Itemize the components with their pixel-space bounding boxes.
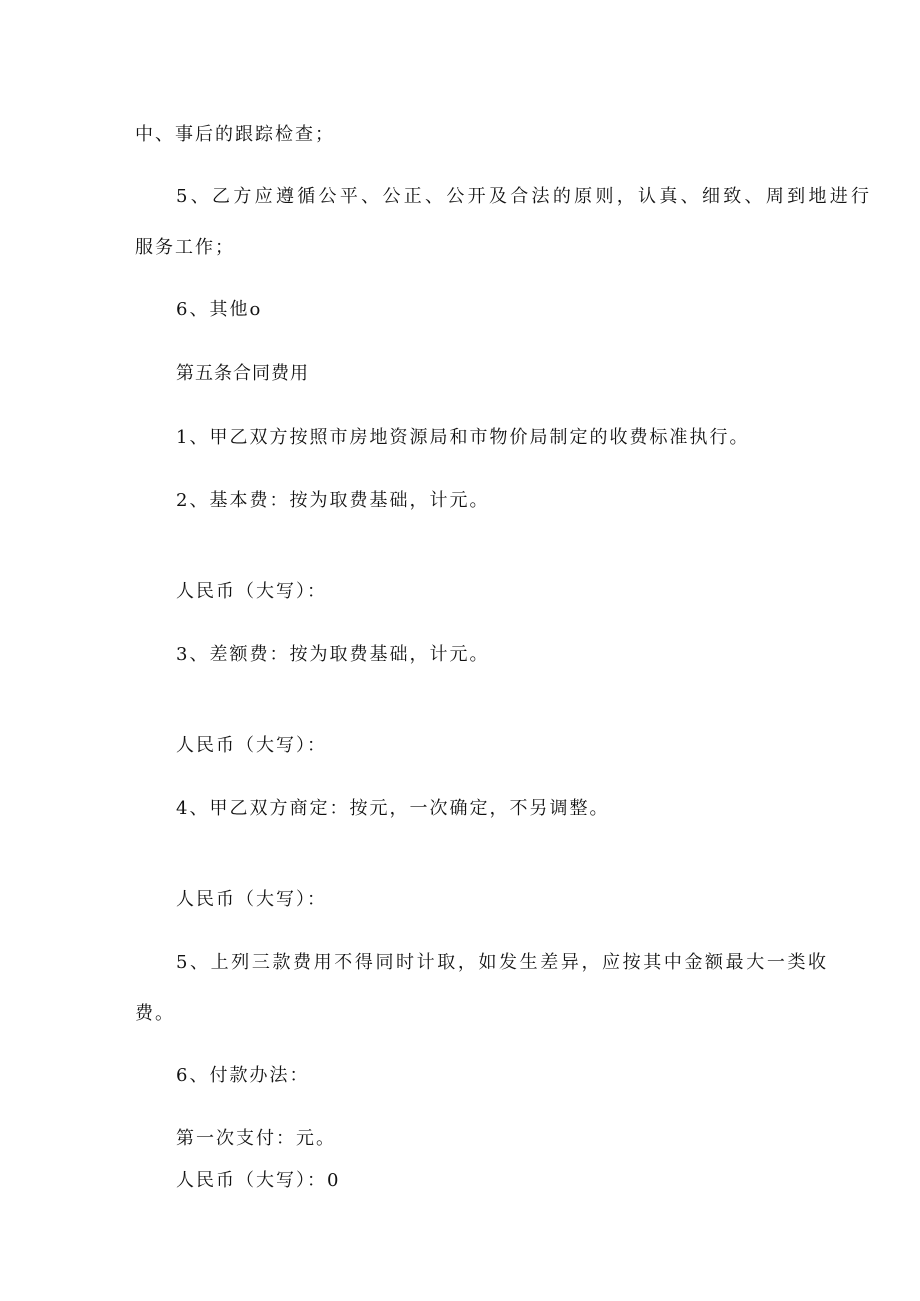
- text-line-fee-item-4: 4、甲乙双方商定：按元，一次确定，不另调整。: [176, 798, 610, 819]
- text-line-fee-item-2: 2、基本费：按为取费基础，计元。: [176, 490, 490, 511]
- text-line-first-payment: 第一次支付：元。: [176, 1128, 336, 1149]
- text-line-fee-item-5-cont: 费。: [135, 1003, 175, 1024]
- text-line-rmb-capital-2: 人民币（大写）：: [176, 735, 327, 756]
- text-line-fee-item-3: 3、差额费：按为取费基础，计元。: [176, 644, 490, 665]
- text-line-payment-method: 6、付款办法：: [176, 1065, 310, 1086]
- section-heading-article-5: 第五条合同费用: [176, 363, 309, 384]
- text-line-rmb-capital-4: 人民币（大写）：0: [176, 1170, 341, 1191]
- text-line-item-5-principles: 5、乙方应遵循公平、公正、公开及合法的原则，认真、细致、周到地进行: [176, 186, 873, 207]
- text-line-continuation-tracking: 中、事后的跟踪检查；: [135, 124, 335, 145]
- text-line-item-6-other: 6、其他o: [176, 299, 263, 320]
- text-line-fee-item-1: 1、甲乙双方按照市房地资源局和市物价局制定的收费标准执行。: [176, 427, 750, 448]
- text-line-service-work: 服务工作；: [135, 237, 235, 258]
- text-line-fee-item-5: 5、上列三款费用不得同时计取，如发生差异，应按其中金额最大一类收: [176, 952, 829, 973]
- text-line-rmb-capital-3: 人民币（大写）：: [176, 889, 327, 910]
- text-line-rmb-capital-1: 人民币（大写）：: [176, 581, 327, 602]
